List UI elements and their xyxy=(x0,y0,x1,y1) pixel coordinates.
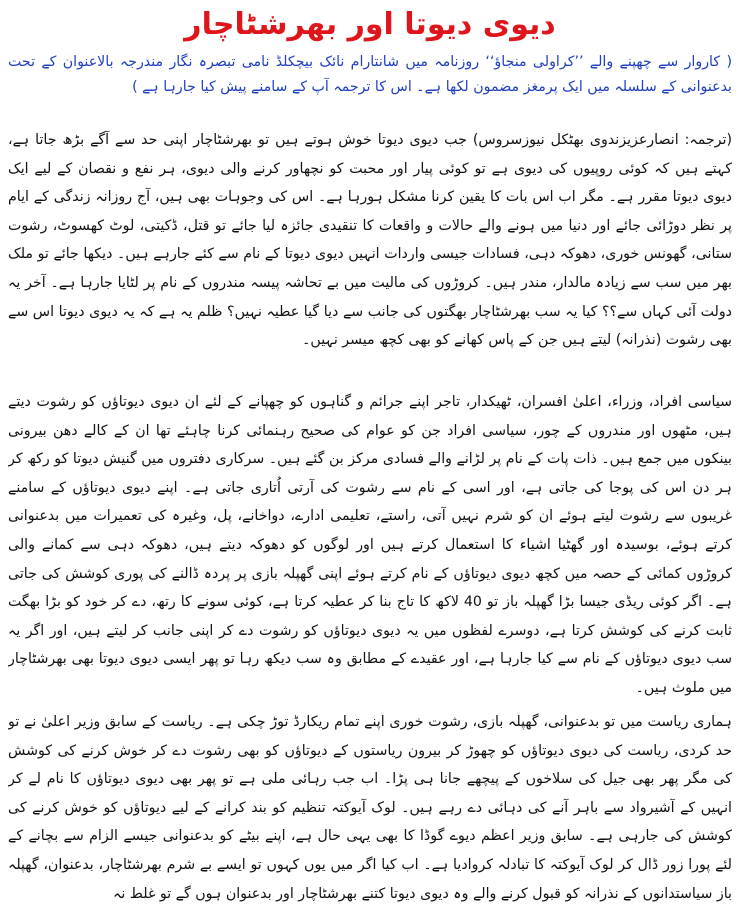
article-title: دیوی دیوتا اور بھرشٹاچار xyxy=(184,7,556,42)
article-paragraph: ہماری ریاست میں تو بدعنوانی، گھپلہ بازی، رشوت خوری اپنے تمام ریکارڈ توڑ چکی ہے۔ ریاست کے سابق وزیر اعلیٰ نے تو حد کردی، ریاست کی دیوی دیوتاؤں کو چھوڑ کر بیرون ریاستوں کے دیوتاؤں کو بھی رشوت دے کر خوش کرنے کی کوشش کی مگر پھر بھی جیل کی سلاخوں کے پیچھے جانا ہی پڑا۔ اب جب رہائی ملی ہے تو پھر بھی دیوی دیوتاؤں کا نام لے کر انہیں کے آشیرواد سے باہر آنے کی دہائی دے رہے ہیں۔ لوک آیوکتہ تنظیم کو بند کرانے کے لیے دیوتاؤں کو خوش کرنے کی کوشش کی جارہی ہے۔ سابق وزیر اعظم دیوے گوڈا کا بھی یہی حال ہے، اپنے بیٹے کو بدعنوانی جیسے الزام سے بچانے کے لئے پورا زور ڈال کر لوک آیوکتہ کا تبادلہ کروادیا ہے۔ اب کیا اگر میں یوں کہوں تو ایسے بے شرم بھرشٹاچار، بدعنوان، گھپلہ باز سیاستدانوں کے نذرانہ کو قبول کرنے والے وہ دیوی دیوتا کتنے بھرشٹاچار اور بدعنوان ہوں گے تو غلط نہ xyxy=(8,714,732,902)
article-intro: ( کاروار سے چھپنے والے ’’کراولی منجاؤ‘‘ روزنامہ میں شانتارام نائک بیچکلڈ نامی تبصرہ نگار مندرجہ بالاعنوان کے تحت بدعنوانی کے سلسلہ میں ایک پرمغز مضمون لکھا ہے۔ اس کا ترجمہ آپ کے سامنے پیش کیا جارہا ہے ) xyxy=(8,54,732,95)
article-paragraph: سیاسی افراد، وزراء، اعلیٰ افسران، ٹھیکدار، تاجر اپنے جرائم و گناہوں کو چھپانے کے لئے ان دیوی دیوتاؤں کو رشوت دیتے ہیں، مٹھوں اور مندروں کے چور، سیاسی افراد جن کو عوام کی صحیح رہنمائی کرنا چاہئے تھا ان کے کالے دھن بیرونی بینکوں میں جمع ہیں۔ ذات پات کے نام پر لڑانے والے فسادی مرکز بن گئے ہیں۔ سرکاری دفتروں میں گنیش دیوتا کو رکھ کر ہر دن اس کی پوجا کی جاتی ہے، اور اسی کے نام سے رشوت کی آرتی اُتاری جاتی ہے۔ اپنے دیوی دیوتاؤں کے سامنے غریبوں سے رشوت لیتے ہوئے ان کو شرم نہیں آتی، راستے، تعلیمی ادارے، دواخانے، پل، وغیرہ کی تعمیرات میں بدعنوانی کرتے ہوئے، بوسیدہ اور گھٹیا اشیاء کا استعمال کرتے ہیں اور لوگوں کو دھوکہ دیتے ہیں، دھوکہ دہی سے کمانے والی کروڑوں کمائی کے حصہ میں کچھ دیوی دیوتاؤں کے نام کرتے ہوئے اپنی گھپلہ بازی پر پردہ ڈالنے کی پوری کوشش کی جاتی ہے۔ اگر کوئی ریڈی جیسا بڑا گھپلہ باز تو 40 لاکھ کا تاج بنا کر عطیہ کرتا ہے، کوئی سونے کا رتھ، دے کر خود کو بڑا بھگت ثابت کرنے کی کوشش کرتا ہے، دوسرے لفظوں میں یہ دیوی دیوتاؤں کو رشوت دے کر اپنی جانب کر لیتے ہیں، اور اگر یہ سب دیوی دیوتاؤں کے نام سے کیا جارہا ہے، اور عقیدے کے مطابق وہ سب دیکھ رہا تو پھر ایسی دیوی دیوتا بھی بھرشٹاچار میں ملوث ہیں۔ xyxy=(8,394,732,696)
article-paragraph: (ترجمہ: انصارعزیزندوی بھٹکل نیوزسروس) جب دیوی دیوتا خوش ہوتے ہیں تو بھرشٹاچار اپنی حد سے آگے بڑھ جاتا ہے، کہتے ہیں کہ کوئی روپیوں کی دیوی ہے تو کوئی پیار اور محبت کو نچھاور کرنے والی دیوی، ہر نفع و نقصان کے لیے ایک دیوی دیوتا مقرر ہے۔ مگر اب اس بات کا یقین کرنا مشکل ہورہا ہے۔ اس کی وجوہات بھی ہیں، آج روزانہ زندگی کے ایام پر نظر دوڑائی جائے اور دنیا میں ہونے والے حالات و واقعات کا تنقیدی جائزہ لیا جائے تو قتل، ڈکیتی، لوٹ کھسوٹ، رشوت ستانی، گھونس خوری، دھوکہ دہی، فسادات جیسی واردات انہیں دیوی دیوتا کے نام سے کئے جارہے ہیں۔ دیکھا جائے تو ملک بھر میں سب سے زیادہ مالدار، مندر ہیں۔ کروڑوں کی مالیت میں بے تحاشہ پیسہ مندروں کے نام پر لٹایا جارہا ہے۔ آخر یہ دولت آئی کہاں سے؟؟ کیا یہ سب بھرشٹاچار بھگتوں کی جانب سے دیا گیا عطیہ نہیں؟ ظلم یہ ہے کہ یہ دیوی دیوتا اس سے بھی رشوت (نذرانہ) لیتے ہیں جن کے پاس کھانے کو بھی کچھ میسر نہیں۔ xyxy=(8,132,732,349)
